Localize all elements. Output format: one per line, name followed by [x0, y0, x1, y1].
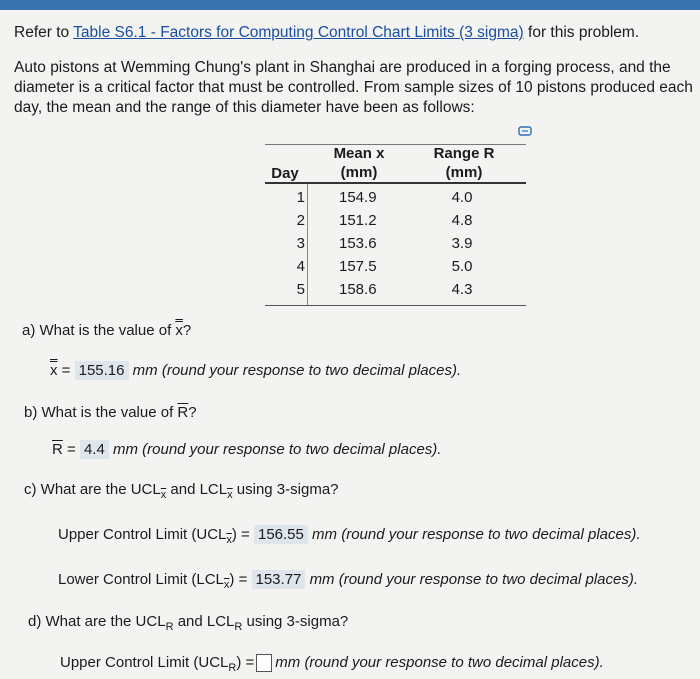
- cell-range: 4.8: [451, 212, 473, 229]
- intro-tail: for this problem.: [528, 24, 640, 41]
- cell-mean: 158.6: [339, 281, 377, 298]
- rbar-answer[interactable]: 4.4: [80, 440, 109, 459]
- problem-page: [0, 10, 700, 679]
- xbarbar-answer[interactable]: 155.16: [75, 361, 129, 380]
- top-bar: [0, 0, 700, 10]
- header-range-line2: (mm): [445, 164, 483, 181]
- answer-c-lcl: Lower Control Limit $(LCL_{\overline{x}}) = 153.77$ mm (round your response to two decimal places).: [58, 571, 639, 591]
- cell-day: 3: [296, 235, 305, 252]
- table-day-divider: [307, 184, 308, 305]
- cell-day: 5: [296, 281, 305, 298]
- cell-mean: 153.6: [339, 235, 377, 252]
- header-day: Day: [271, 165, 299, 182]
- table-bottom-rule: [265, 305, 526, 306]
- table-header-rule: [265, 182, 526, 184]
- copy-table-icon[interactable]: [518, 126, 532, 136]
- answer-b: $\overline{R} = 4.4$ mm (round your response to two decimal places).: [52, 441, 442, 458]
- question-b: b) What is the value of $\overline{R}$?: [24, 404, 197, 421]
- intro-lead: Refer to: [14, 24, 70, 41]
- cell-range: 5.0: [451, 258, 473, 275]
- header-mean: [329, 144, 389, 182]
- answer-d-ucl: Upper Control Limit $(UCL_R)$ = mm (round your response to two decimal places).: [60, 654, 604, 674]
- header-mean-line2: (mm): [340, 164, 378, 181]
- ucl-r-input[interactable]: [256, 654, 272, 672]
- question-a: a) What is the value of x?: [22, 322, 192, 339]
- question-c: c) What are the $UCL_{\overline{x}}$ and $LCL_{\overline{x}}$ using 3-sigma?: [24, 481, 339, 501]
- cell-mean: 157.5: [339, 258, 377, 275]
- cell-day: 4: [296, 258, 305, 275]
- cell-range: 4.3: [451, 281, 473, 298]
- question-d: d) What are the $UCL_R$ and $LCL_R$ using 3-sigma?: [28, 613, 349, 633]
- ucl-x-answer[interactable]: 156.55: [254, 525, 308, 544]
- lcl-x-answer[interactable]: 153.77: [252, 570, 306, 589]
- answer-a: x = 155.16 mm (round your response to two decimal places).: [50, 362, 462, 379]
- cell-mean: 151.2: [339, 212, 377, 229]
- cell-range: 3.9: [451, 235, 473, 252]
- cell-mean: 154.9: [339, 189, 377, 206]
- factors-table-link[interactable]: Table S6.1 - Factors for Computing Control Chart Limits (3 sigma): [73, 24, 524, 41]
- cell-range: 4.0: [451, 189, 473, 206]
- answer-c-ucl: Upper Control Limit $(UCL_{\overline{x}}) = 156.55$ mm (round your response to two decimal places).: [58, 526, 641, 546]
- header-range: [429, 144, 499, 182]
- header-range-line1: Range R: [433, 145, 495, 162]
- cell-day: 1: [296, 189, 305, 206]
- problem-text: Auto pistons at Wemming Chung's plant in Shanghai are produced in a forging process, and the diameter is a critical factor that must be controlled. From sample sizes of 10 pistons produced each day, the mean and the range of this diameter have been as follows:: [14, 59, 693, 116]
- x-double-bar: x: [175, 322, 183, 339]
- intro-line: [14, 24, 694, 42]
- header-mean-line1: Mean x: [333, 145, 385, 162]
- cell-day: 2: [296, 212, 305, 229]
